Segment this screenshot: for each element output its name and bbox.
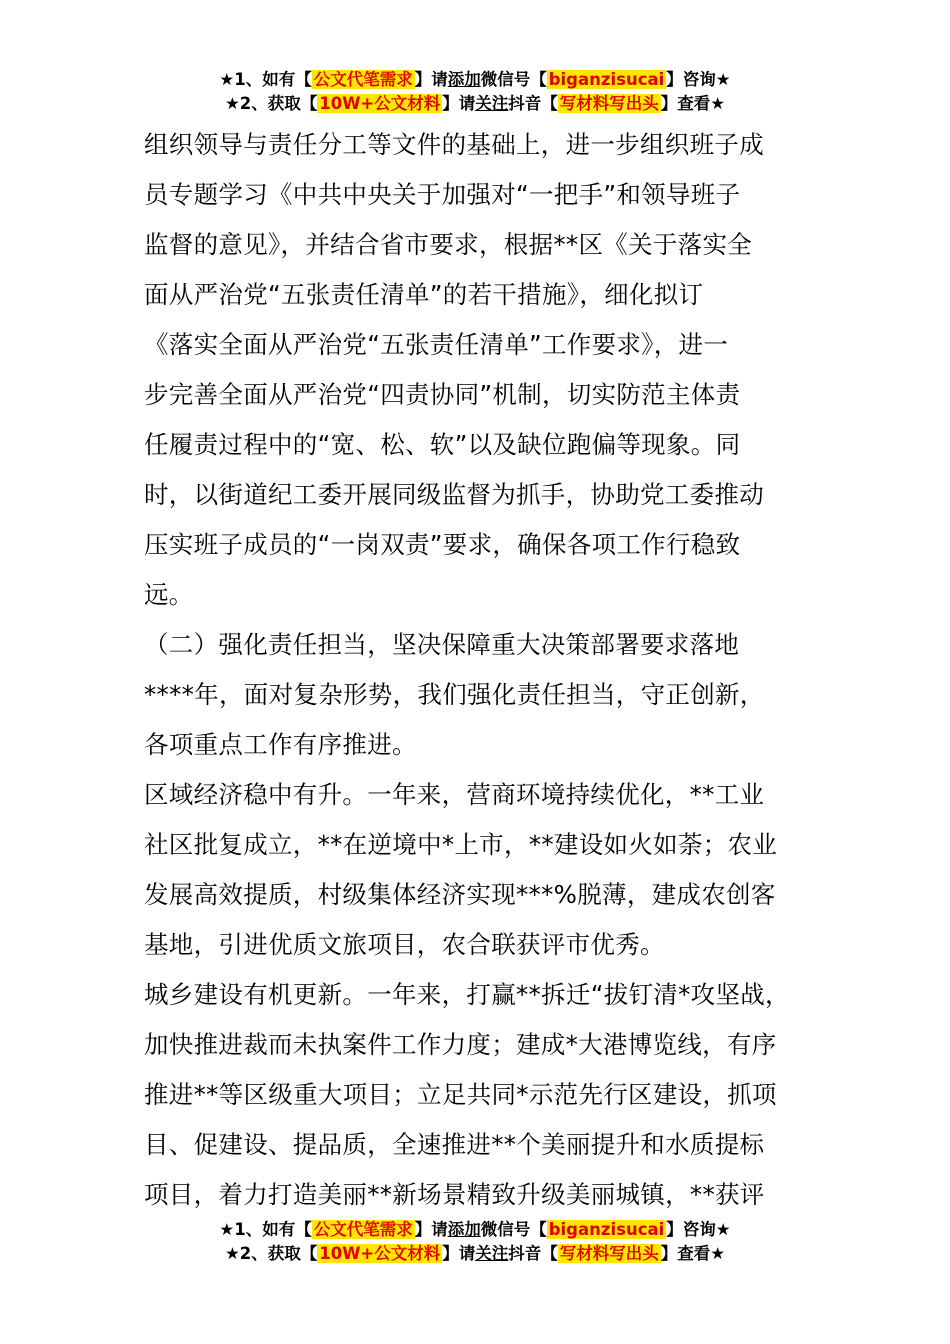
banner-text: 微信号【 [480, 1220, 547, 1239]
underlined-text: 添加 [447, 70, 481, 89]
banner-text: 】咨询★ [666, 1220, 731, 1239]
banner-text: 抖音【 [508, 1244, 558, 1263]
paragraph [144, 770, 834, 970]
banner-text: ★2、获取【 [224, 94, 318, 113]
banner-text: 】请 [442, 1244, 476, 1263]
highlight-text: 10W+公文材料 [319, 1244, 441, 1263]
text-line: 远。 [144, 580, 194, 609]
banner-line-1 [0, 68, 950, 92]
banner-text: ★2、获取【 [224, 1244, 318, 1263]
banner-text: 】请 [414, 70, 448, 89]
banner-text: ★1、如有【 [219, 1220, 312, 1239]
text-line: 时，以街道纪工委开展同级监督为抓手，协助党工委推动 [144, 480, 764, 509]
banner-text: 】查看★ [660, 94, 726, 113]
highlight-text: 公文代笔需求 [313, 1220, 413, 1239]
paragraph [144, 970, 834, 1220]
banner-text: 微信号【 [480, 70, 547, 89]
header-banner [0, 68, 950, 116]
paragraph [144, 620, 834, 670]
banner-text: ★1、如有【 [219, 70, 312, 89]
highlight-text: 10W+公文材料 [319, 94, 441, 113]
text-line: 步完善全面从严治党“四责协同”机制，切实防范主体责 [144, 380, 741, 409]
text-line: （二）强化责任担当，坚决保障重大决策部署要求落地 [144, 630, 740, 659]
banner-line-2 [0, 1242, 950, 1266]
highlight-text: 公文代笔需求 [313, 70, 413, 89]
text-line: 各项重点工作有序推进。 [144, 730, 417, 759]
text-line: 推进**等区级重大项目；立足共同*示范先行区建设，抓项 [144, 1080, 777, 1109]
banner-line-1 [0, 1218, 950, 1242]
banner-text: 】咨询★ [666, 70, 731, 89]
text-line: 项目，着力打造美丽**新场景精致升级美丽城镇，**获评 [144, 1180, 765, 1209]
paragraph [144, 670, 834, 770]
underlined-text: 添加 [447, 1220, 481, 1239]
highlight-text: biganzisucai [548, 70, 665, 89]
highlight-text: 写材料写出头 [559, 94, 659, 113]
footer-banner [0, 1218, 950, 1266]
document-body [144, 120, 834, 1220]
text-line: 区域经济稳中有升。一年来，营商环境持续优化，**工业 [144, 780, 765, 809]
highlight-text: biganzisucai [548, 1220, 665, 1239]
text-line: 组织领导与责任分工等文件的基础上，进一步组织班子成 [144, 130, 764, 159]
paragraph [144, 120, 834, 620]
text-line: 社区批复成立，**在逆境中*上市，**建设如火如荼；农业 [144, 830, 778, 859]
text-line: 员专题学习《中共中央关于加强对“一把手”和领导班子 [144, 180, 741, 209]
text-line: ****年，面对复杂形势，我们强化责任担当，守正创新， [144, 680, 765, 709]
text-line: 加快推进裁而未执案件工作力度；建成*大港博览线，有序 [144, 1030, 777, 1059]
banner-text: 】请 [442, 94, 476, 113]
banner-text: 】请 [414, 1220, 448, 1239]
text-line: 《落实全面从严治党“五张责任清单”工作要求》，进一 [144, 330, 729, 359]
text-line: 压实班子成员的“一岗双责”要求，确保各项工作行稳致 [144, 530, 741, 559]
underlined-text: 关注 [475, 1244, 509, 1263]
underlined-text: 关注 [475, 94, 509, 113]
text-line: 面从严治党“五张责任清单”的若干措施》，细化拟订 [144, 280, 704, 309]
text-line: 城乡建设有机更新。一年来，打赢**拆迁“拔钉清*攻坚战， [144, 980, 790, 1009]
highlight-text: 写材料写出头 [559, 1244, 659, 1263]
banner-line-2 [0, 92, 950, 116]
banner-text: 抖音【 [508, 94, 558, 113]
text-line: 监督的意见》，并结合省市要求，根据**区《关于落实全 [144, 230, 753, 259]
text-line: 任履责过程中的“宽、松、软”以及缺位跑偏等现象。同 [144, 430, 741, 459]
text-line: 基地，引进优质文旅项目，农合联获评市优秀。 [144, 930, 665, 959]
text-line: 发展高效提质，村级集体经济实现***%脱薄，建成农创客 [144, 880, 776, 909]
text-line: 目、促建设、提品质，全速推进**个美丽提升和水质提标 [144, 1130, 765, 1159]
banner-text: 】查看★ [660, 1244, 726, 1263]
